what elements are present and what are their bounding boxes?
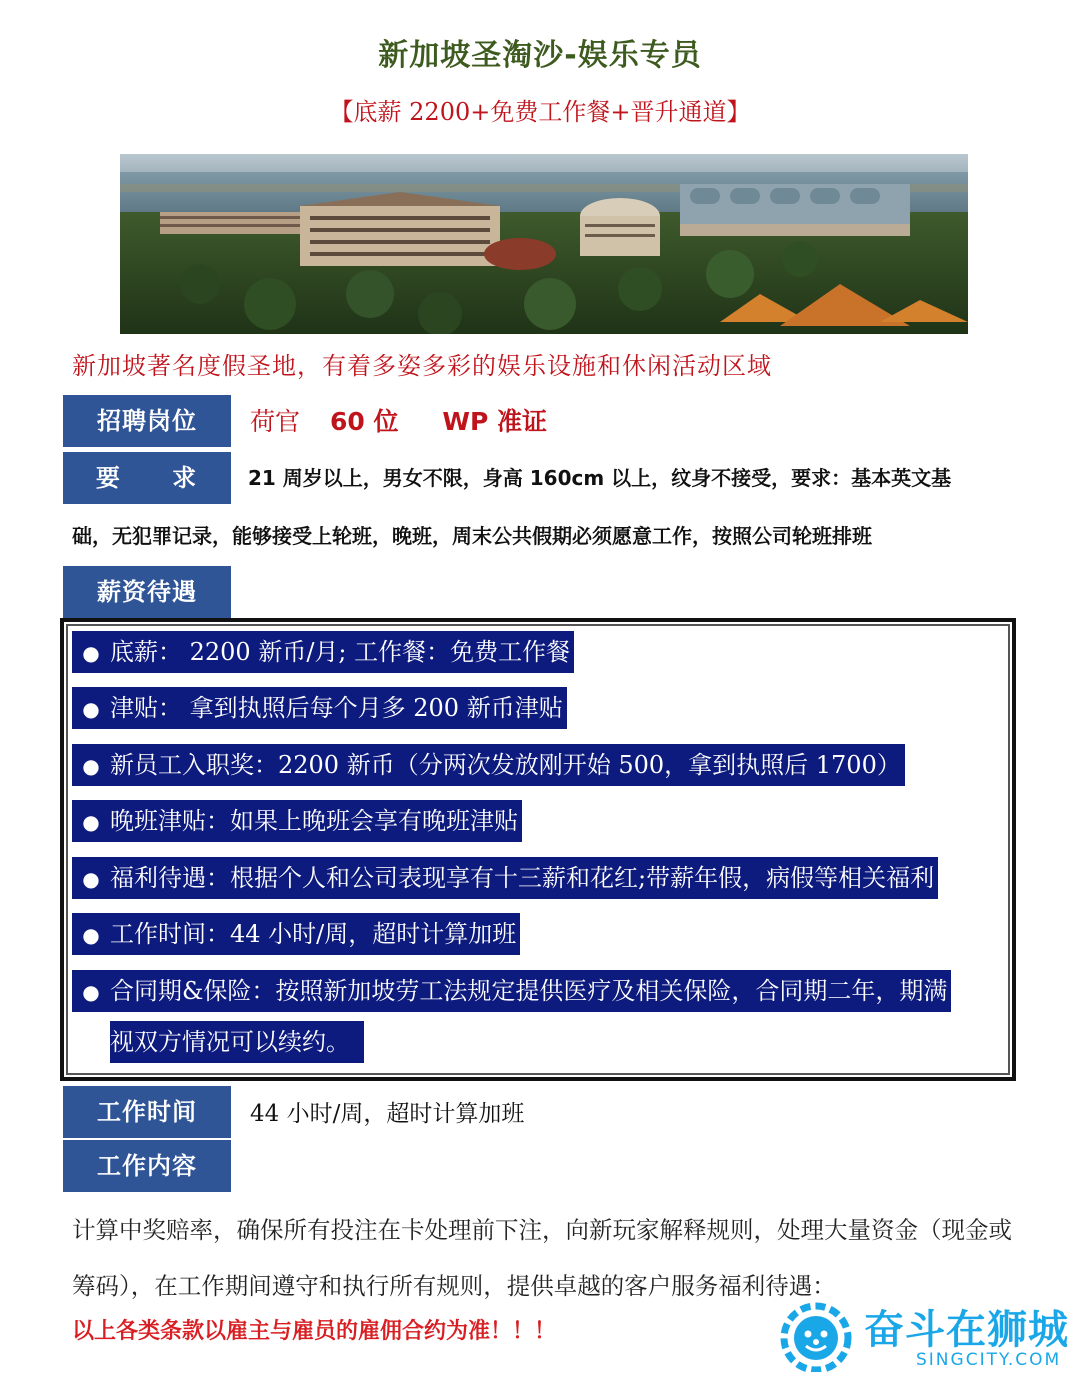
bullet-icon: ● (82, 641, 100, 665)
brand-name: 奋斗在狮城 (864, 1307, 1069, 1353)
bullet-icon: ● (82, 810, 100, 834)
brand-url: SINGCITY.COM (916, 1350, 1062, 1370)
contract-notice: 以上各类条款以雇主与雇员的雇佣合约为准！！！ (72, 1319, 557, 1344)
resort-aerial-photo (120, 154, 968, 334)
benefit-item: ● 工作时间：44 小时/周，超时计算加班 (72, 913, 520, 955)
work-hours-label: 工作时间 (63, 1086, 231, 1138)
resort-tagline: 新加坡著名度假圣地，有着多姿多彩的娱乐设施和休闲活动区域 (72, 352, 772, 380)
brand-logo (776, 1298, 1076, 1376)
bullet-icon: ● (82, 697, 100, 721)
benefit-item: ● 新员工入职奖：2200 新币（分两次发放刚开始 500，拿到执照后 1700） (72, 744, 905, 786)
role-text: 荷官 (250, 407, 301, 436)
benefit-item: ● 合同期&保险：按照新加坡劳工法规定提供医疗及相关保险，合同期二年，期满 (72, 970, 951, 1012)
work-content-label: 工作内容 (63, 1140, 231, 1192)
benefit-item: ● 津贴： 拿到执照后每个月多 200 新币津贴 (72, 687, 567, 729)
bullet-icon: ● (82, 923, 100, 947)
lion-icon (776, 1300, 860, 1372)
recruit-label: 招聘岗位 (63, 395, 231, 447)
requirements-line-1: 21 周岁以上，男女不限，身高 160cm 以上，纹身不接受，要求：基本英文基 (248, 466, 952, 490)
benefit-item: ● 底薪： 2200 新币/月; 工作餐：免费工作餐 (72, 631, 574, 673)
page-subtitle: 【底薪 2200+免费工作餐+晋升通道】 (329, 98, 751, 126)
bullet-icon: ● (82, 980, 100, 1004)
count-text: 60 位 (329, 407, 399, 436)
salary-label: 薪资待遇 (63, 566, 231, 618)
requirements-line-2: 础，无犯罪记录，能够接受上轮班，晚班，周末公共假期必须愿意工作，按照公司轮班排班 (72, 524, 872, 548)
work-hours-value: 44 小时/周，超时计算加班 (250, 1101, 525, 1127)
bullet-icon: ● (82, 867, 100, 891)
benefit-item: ● 福利待遇：根据个人和公司表现享有十三薪和花红;带薪年假，病假等相关福利 (72, 857, 938, 899)
recruit-value (250, 402, 547, 438)
requirements-label: 要 求 (63, 452, 231, 504)
benefit-item: ● 晚班津贴：如果上晚班会享有晚班津贴 (72, 800, 522, 842)
visa-text: WP 准证 (442, 407, 548, 436)
benefit-item-continuation: 视双方情况可以续约。 (110, 1021, 364, 1063)
work-content-text: 计算中奖赔率，确保所有投注在卡处理前下注，向新玩家解释规则，处理大量资金（现金或筹码），在工作期间遵守和执行所有规则，提供卓越的客户服务福利待遇： (72, 1216, 1012, 1300)
bullet-icon: ● (82, 754, 100, 778)
page-title: 新加坡圣淘沙-娱乐专员 (378, 38, 702, 73)
